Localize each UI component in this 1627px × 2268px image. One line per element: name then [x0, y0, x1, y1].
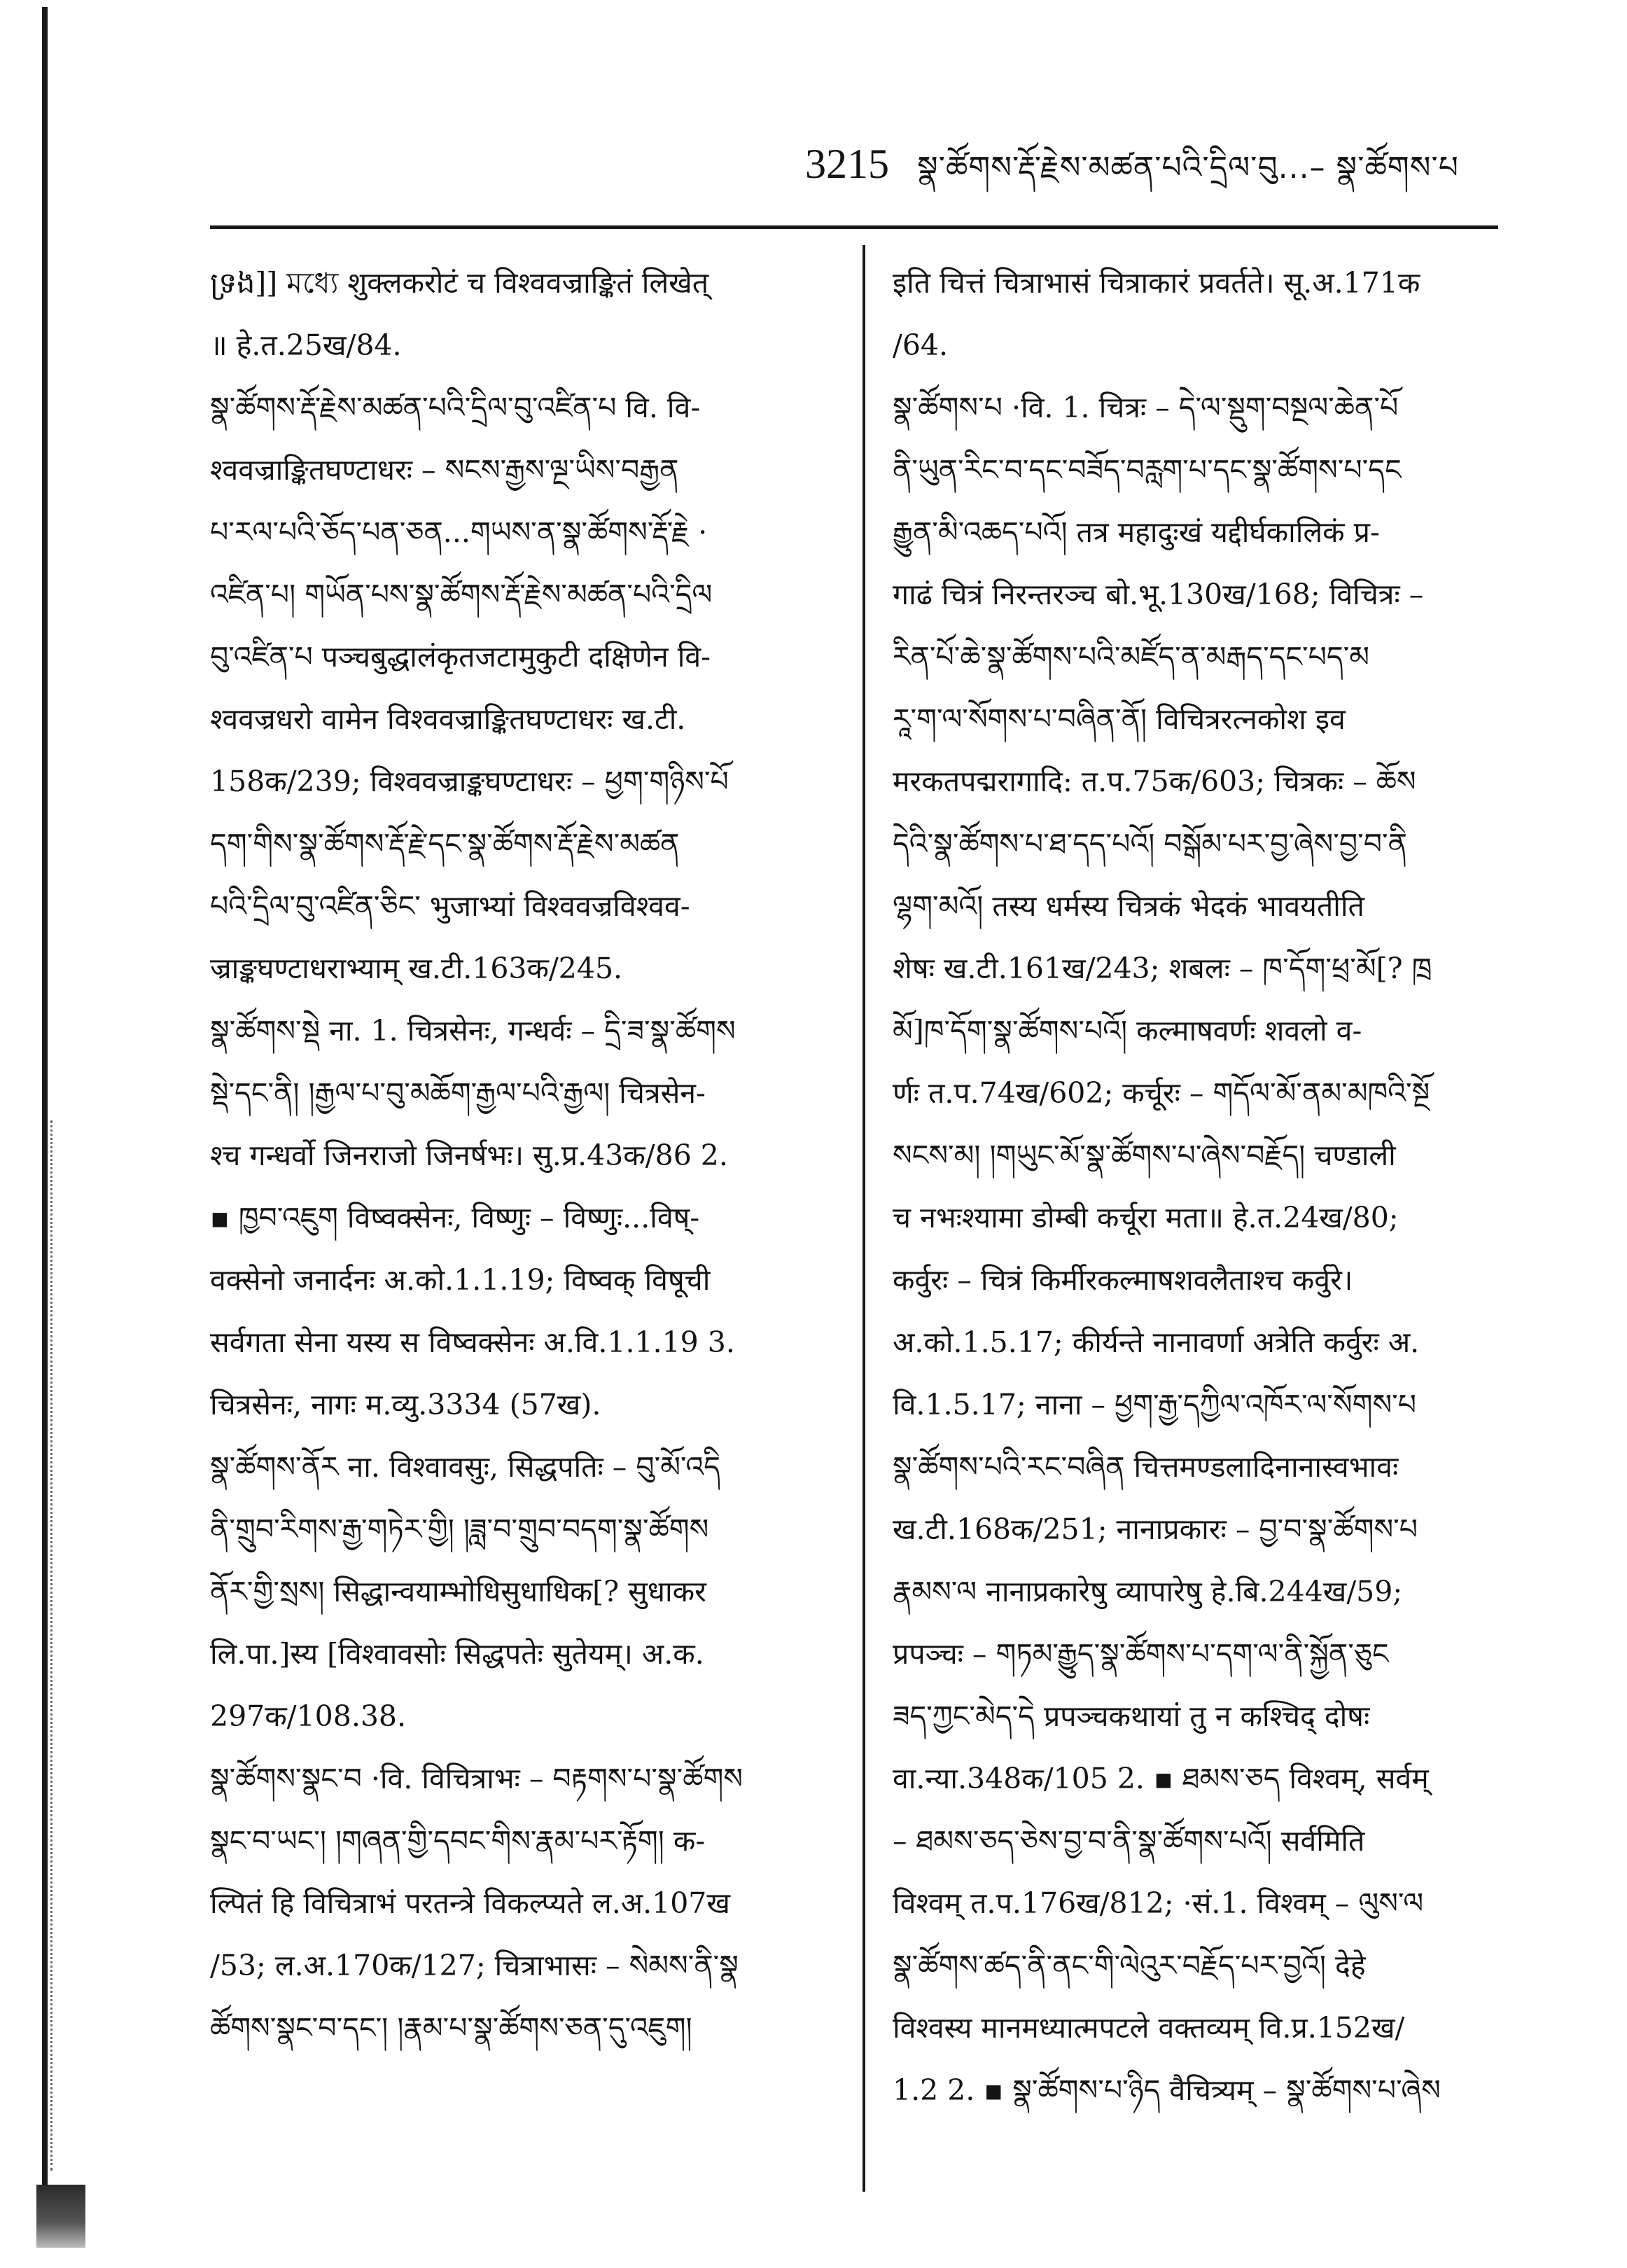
- text-line: ནོར་གྱི་སྲས། सिद्धान्वयाम्भोधिसुधाधिक[? सुधाकर: [210, 1575, 706, 1608]
- text-line: སྣང་བ་ཡང་། །གཞན་གྱི་དབང་གིས་རྣམ་པར་རྟོག། क-: [210, 1824, 706, 1858]
- text-line: मरकतपद्मरागादि: त.प.75क/603; चित्रकः – ཆོས: [893, 765, 1416, 798]
- text-line: गाढं चित्रं निरन्तरञ्च बो.भू.130ख/168; विचित्रः –: [893, 578, 1424, 611]
- left-column: [210, 252, 826, 2059]
- right-column: [893, 252, 1502, 2122]
- text-line: ཟད་ཀྱང་མེད་དེ प्रपञ्चकथायां तु न कश्चिद् दोषः: [893, 1699, 1370, 1733]
- text-line: ནི་གྲུབ་རིགས་རྒྱ་གཏེར་གྱི། །ཟླ་བ་གྲུབ་བདག་སྣ་ཚོགས: [210, 1512, 709, 1546]
- text-line: སངས་མ། །གཡུང་མོ་སྣ་ཚོགས་པ་ཞེས་བརྗོད། चण्डाली: [893, 1139, 1396, 1172]
- text-line: ནི་ཡུན་རིང་བ་དང་བཟོད་བརླག་པ་དང་སྣ་ཚོགས་པ་དང: [893, 453, 1402, 487]
- text-line: སྣ་ཚོགས་ཚད་ནི་ནང་གི་ལེའུར་བརྗོད་པར་བྱའོ། देहे: [893, 1949, 1366, 1982]
- text-line: དེའི་སྣ་ཚོགས་པ་ཐ་དད་པའོ། བསྒོམ་པར་བྱ་ཞེས་བྱ་བ་ནི: [893, 827, 1407, 861]
- text-line: རཱ་ག་ལ་སོགས་པ་བཞིན་ནོ། विचित्ररत्नकोश इव: [893, 702, 1346, 736]
- text-line: वि.1.5.17; नाना – ཕྱག་རྒྱ་དཀྱིལ་འཁོར་ལ་སོགས་པ: [893, 1388, 1417, 1421]
- text-line: མོ]ཁ་དོག་སྣ་ཚོགས་པའོ། कल्माषवर्णः शवलो व-: [893, 1014, 1362, 1048]
- text-line: སྣ་ཚོགས་སྡེ ना. 1. चित्रसेनः, गन्धर्वः – དྲི་ཟ་སྣ་ཚོགས: [210, 1014, 736, 1048]
- text-line: འཛིན་པ། གཡོན་པས་སྣ་ཚོགས་རྡོ་རྗེས་མཚན་པའི་དྲིལ: [210, 578, 713, 611]
- binding-shadow: [36, 2185, 85, 2248]
- text-line: – ཐམས་ཅད་ཅེས་བྱ་བ་ནི་སྣ་ཚོགས་པའོ། सर्वमिति: [893, 1824, 1365, 1858]
- text-line: श्ववज्रधरो वामेन विश्ववज्राङ्कितघण्टाधरः ख.टी.: [210, 702, 686, 736]
- text-line: विश्वस्य मानमध्यात्मपटले वक्तव्यम् वि.प्र.152ख/: [893, 2011, 1405, 2045]
- text-line: /64.: [893, 328, 949, 362]
- text-line: वा.न्या.348क/105 2. ▪ ཐམས་ཅད विश्वम्, सर्वम्: [893, 1762, 1429, 1795]
- text-line: སྡེ་དང་ནི། །རྒྱལ་པ་བུ་མཆོག་རྒྱལ་པའི་རྒྱལ། चित्रसेन-: [210, 1076, 706, 1110]
- text-line: श्ववज्राङ्कितघण्टाधरः – སངས་རྒྱས་ལྔ་ཡིས་བརྒྱན: [210, 453, 679, 487]
- text-line: སྣ་ཚོགས་པ ·वि. 1. चित्रः – དེ་ལ་སྡུག་བསྔལ་ཆེན་པོ: [893, 391, 1399, 424]
- text-line: སྣ་ཚོགས་སྣང་བ ·वि. विचित्राभः – བརྟགས་པ་སྣ་ཚོགས: [210, 1762, 743, 1795]
- text-line: རྒྱུན་མི་འཆད་པའོ། तत्र महादुःखं यद्दीर्घकालिकं प्र-: [893, 515, 1380, 549]
- text-line: པ་རལ་པའི་ཅོད་པན་ཅན...གཡས་ན་སྣ་ཚོགས་རྡོ་རྗེ ·: [210, 515, 708, 549]
- text-line: ▪ ཁྱབ་འཇུག विष्वक्सेनः, विष्णुः – विष्णुः...विष्-: [210, 1201, 700, 1234]
- text-line: कर्वुरः – चित्रं किर्मीरकल्माषशवलैताश्च कर्वुरे।: [893, 1263, 1353, 1297]
- text-line: ལྷག་མའོ། तस्य धर्मस्य चित्रकं भेदकं भावयतीति: [893, 889, 1364, 923]
- text-line: སྣ་ཚོགས་པའི་རང་བཞིན चित्तमण्डलादिनानास्वभावः: [893, 1450, 1399, 1484]
- header-rule: [210, 225, 1498, 229]
- text-line: ख.टी.168क/251; नानाप्रकारः – བྱ་བ་སྣ་ཚོགས་པ: [893, 1512, 1418, 1546]
- text-line: सर्वगता सेना यस्य स विष्वक्सेनः अ.वि.1.1.19 3.: [210, 1326, 735, 1359]
- text-line: चित्रसेनः, नागः म.व्यु.3334 (57ख).: [210, 1388, 601, 1421]
- text-line: र्णः त.प.74ख/602; कर्चूरः – གདོལ་མོ་ནམ་མཁའི་སྔོ: [893, 1076, 1430, 1110]
- text-line: སྣ་ཚོགས་རྡོ་རྗེས་མཚན་པའི་དྲིལ་བུ་འཛིན་པ वि. वि-: [210, 391, 701, 424]
- text-line: च नभःश्यामा डोम्बी कर्चूरा मता॥ हे.त.24ख/80;: [893, 1201, 1399, 1234]
- text-line: ज्राङ्कघण्टाधराभ्याम् ख.टी.163क/245.: [210, 952, 623, 985]
- column-divider: [863, 245, 865, 2192]
- text-line: 297क/108.38.: [210, 1699, 407, 1733]
- text-line: 1.2 2. ▪ སྣ་ཚོགས་པ་ཉིད वैचित्र्यम् – སྣ་ཚོགས་པ་ཞེས: [893, 2073, 1441, 2107]
- text-line: /53; ल.अ.170क/127; चित्राभासः – སེམས་ནི་སྣ: [210, 1949, 739, 1982]
- text-line: བུ་འཛིན་པ पञ्चबुद्धालंकृतजटामुकुटी दक्षिणेन वि-: [210, 640, 711, 674]
- binding-edge: [42, 7, 48, 2206]
- text-line: प्रपञ्चः – གཏམ་རྒྱུད་སྣ་ཚོགས་པ་དག་ལ་ནི་སྐྱོན་ཅུང: [893, 1637, 1389, 1671]
- text-line: ॥ हे.त.25ख/84.: [210, 328, 402, 362]
- text-line: अ.को.1.5.17; कीर्यन्ते नानावर्णा अत्रेति कर्वुरः अ.: [893, 1326, 1420, 1359]
- text-line: विश्वम् त.प.176ख/812; ·सं.1. विश्वम् – ལུས་ལ: [893, 1886, 1424, 1920]
- running-header: [805, 133, 1519, 220]
- text-line: इति चित्तं चित्राभासं चित्राकारं प्रवर्तते। सू.अ.171क: [893, 266, 1420, 300]
- text-line: དག་གིས་སྣ་ཚོགས་རྡོ་རྗེ་དང་སྣ་ཚོགས་རྡོ་རྗེས་མཚན: [210, 827, 680, 861]
- text-line: རིན་པོ་ཆེ་སྣ་ཚོགས་པའི་མཛོད་ན་མརྒད་དང་པད་མ: [893, 640, 1370, 674]
- running-head: སྣ་ཚོགས་རྡོ་རྗེས་མཚན་པའི་དྲིལ་བུ...– སྣ་ཚོགས་པ: [917, 150, 1459, 186]
- text-line: པའི་དྲིལ་བུ་འཛིན་ཅིང་ भुजाभ्यां विश्ववज्रविश्वव-: [210, 889, 690, 923]
- text-line: 158क/239; विश्ववज्राङ्कघण्टाधरः – ཕྱག་གཉིས་པོ: [210, 765, 729, 798]
- text-line: ទ្រង]] মধ্যে शुक्लकरोटं च विश्ववज्राङ्कितं लिखेत्: [210, 266, 709, 300]
- text-line: སྣ་ཚོགས་ནོར ना. विश्वावसुः, सिद्धपतिः – བུ་མོ་འདི: [210, 1450, 720, 1484]
- text-line: ཚོགས་སྣང་བ་དང་། །རྣམ་པ་སྣ་ཚོགས་ཅན་དུ་འཇུག།: [210, 2011, 692, 2045]
- text-line: शेषः ख.टी.161ख/243; शबलः – ཁ་དོག་ཕྲ་མོ[? ཁྲ: [893, 952, 1432, 985]
- page-number: 3215: [805, 141, 889, 187]
- text-line: लि.पा.]स्य [विश्वावसोः सिद्धपतेः सुतेयम्। अ.क.: [210, 1637, 704, 1671]
- text-line: རྣམས་ལ नानाप्रकारेषु व्यापारेषु हे.बि.244ख/59;: [893, 1575, 1403, 1608]
- text-line: वक्सेनो जनार्दनः अ.को.1.1.19; विष्वक् विषूची: [210, 1263, 711, 1297]
- text-line: श्च गन्धर्वो जिनराजो जिनर्षभः। सु.प्र.43क/86 2.: [210, 1139, 728, 1172]
- binding-dots: [50, 1120, 55, 2171]
- text-line: ल्पितं हि विचित्राभं परतन्त्रे विकल्प्यते ल.अ.107ख: [210, 1886, 730, 1920]
